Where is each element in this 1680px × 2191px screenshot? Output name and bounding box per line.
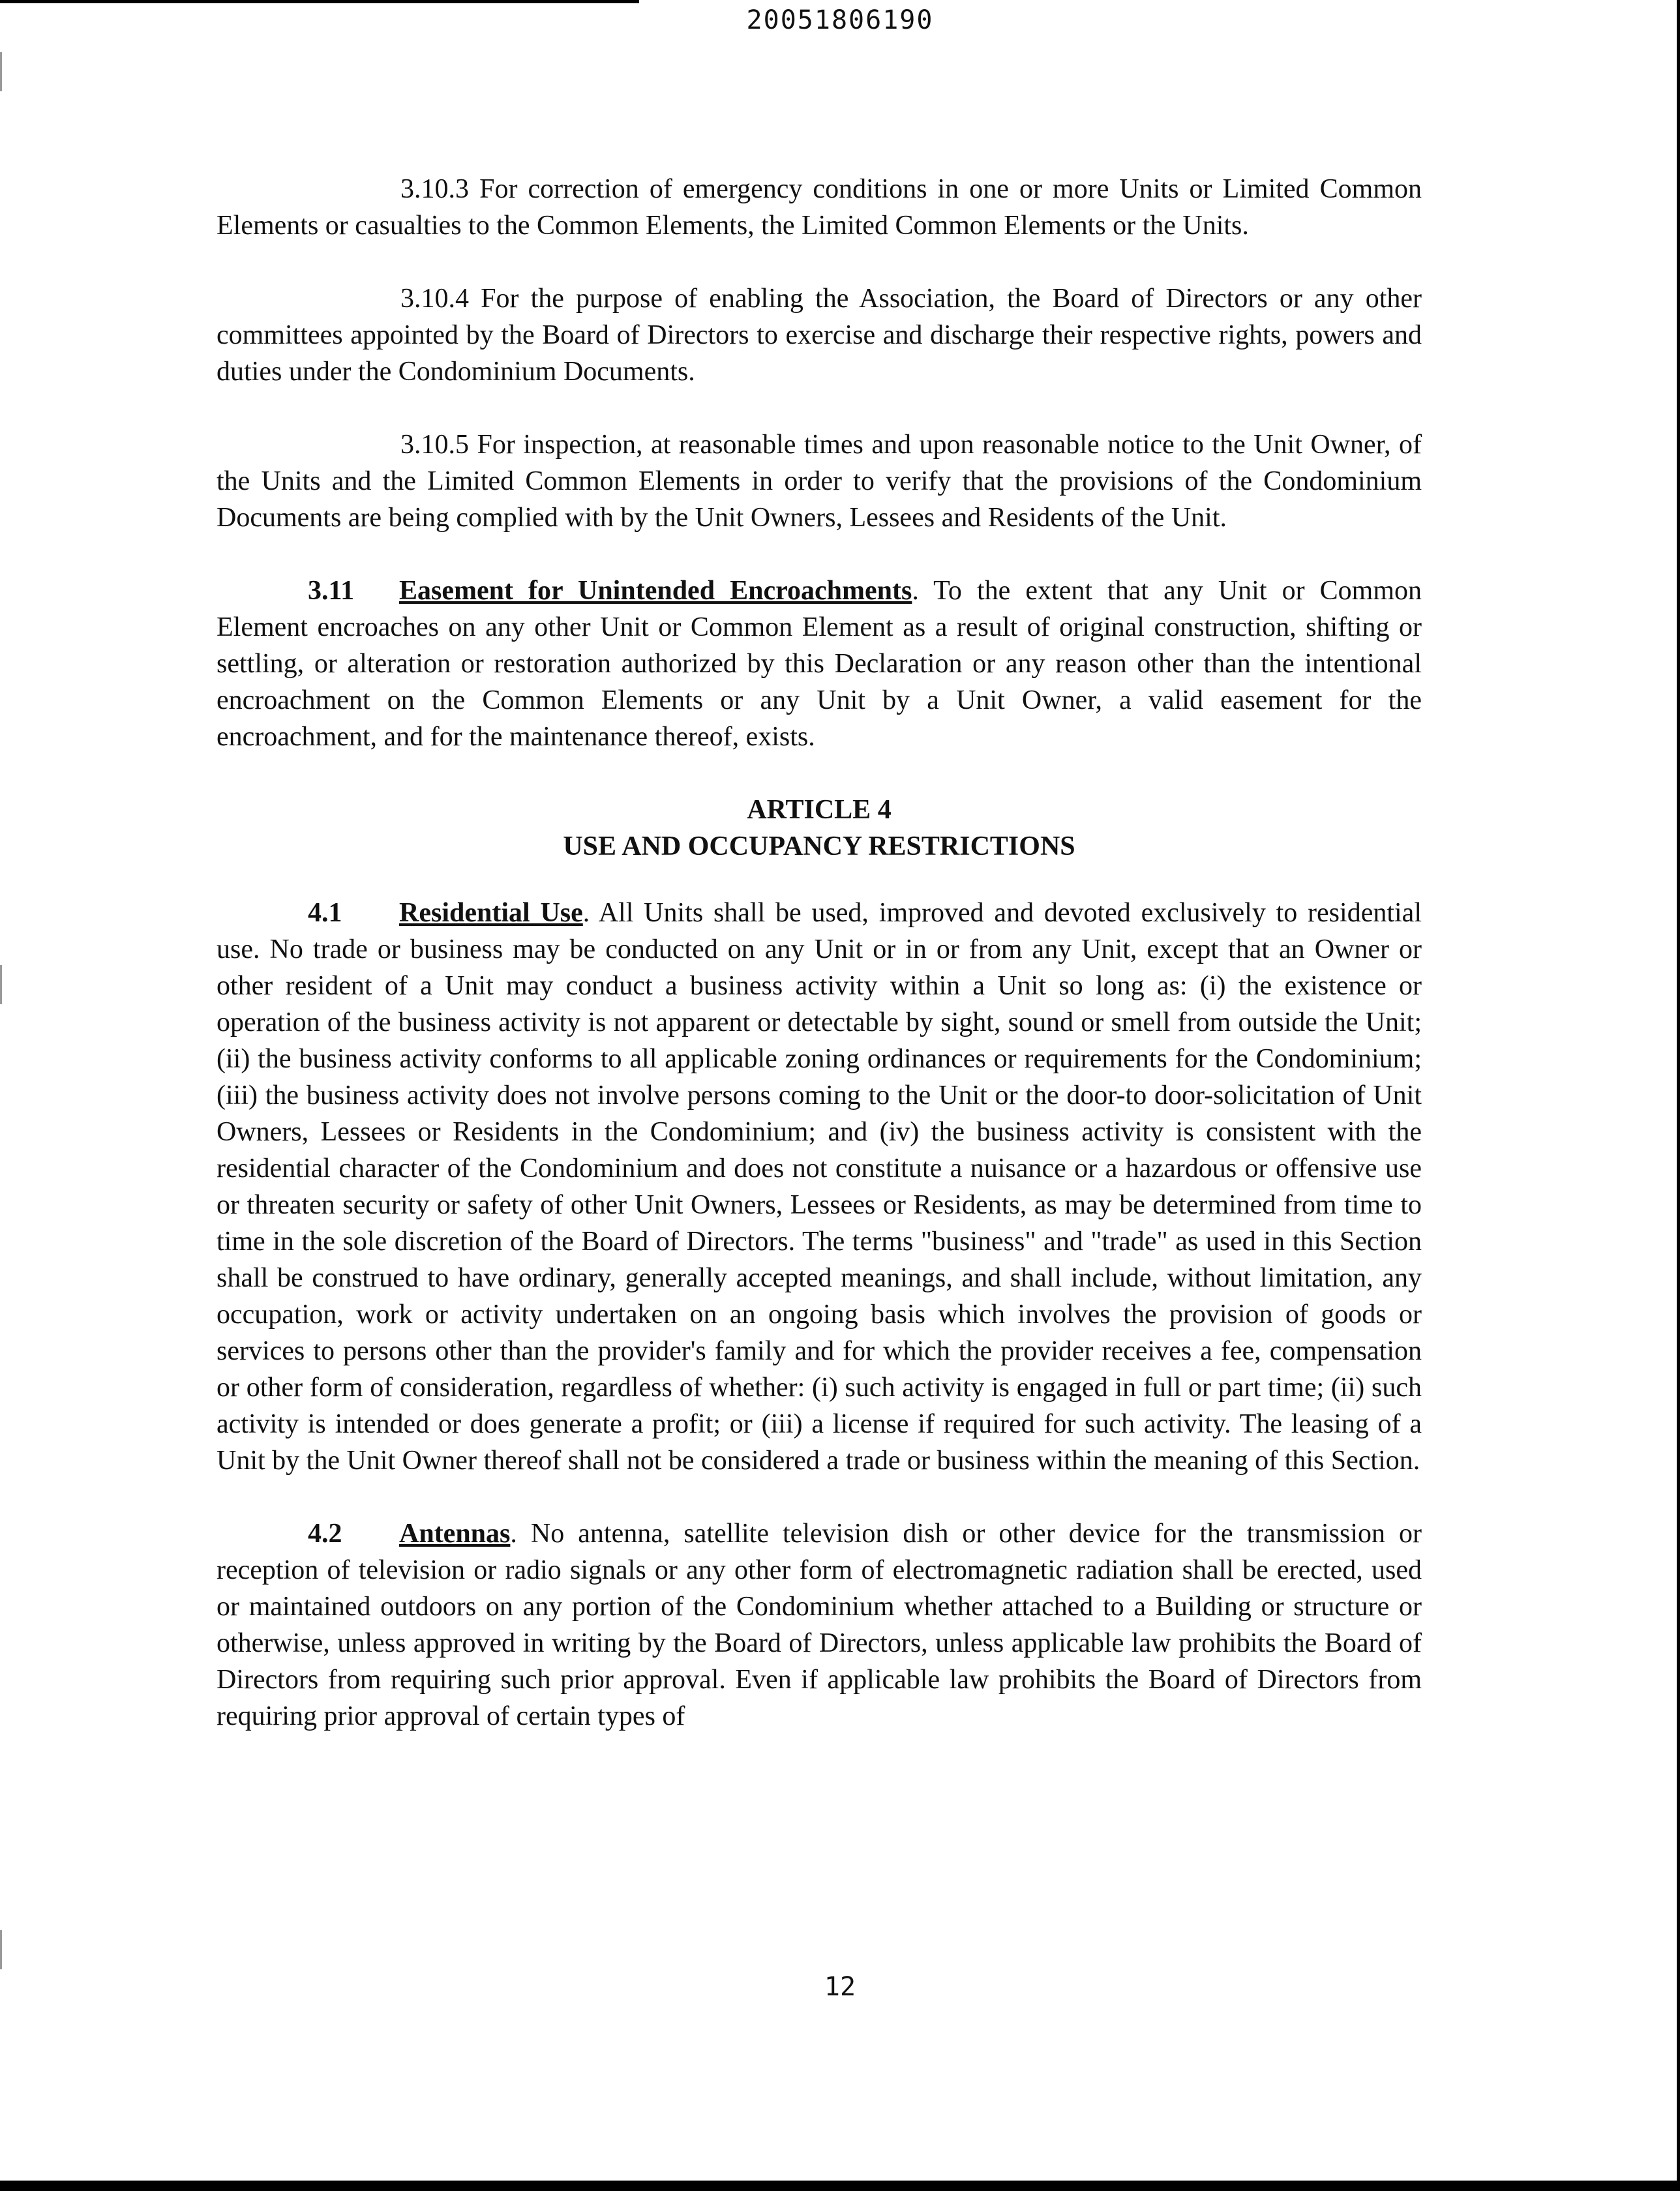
top-scan-rule [0, 0, 639, 3]
article-heading [217, 792, 1422, 865]
article-number: ARTICLE 4 [747, 795, 892, 825]
left-scan-mark [0, 52, 2, 91]
section-text: . No antenna, satellite television dish or other device for the transmission or reception of television or radio signals or any other form of electromagnetic radiation shall be erected, used or maintained outdoors on any portion of the Condominium whether attached to a Building or structure or otherwise, unless approved in writing by the Board of Directors, unless applicable law prohibits the Board of Directors from requiring such prior approval. Even if applicable law prohibits the Board of Directors from requiring prior approval of certain types of [217, 1519, 1422, 1731]
section-title: Antennas [399, 1519, 511, 1549]
paragraph-3-10-4: 3.10.4 For the purpose of enabling the Association, the Board of Directors or any other committees appointed by the Board of Directors to exercise and discharge their respective rights, powers and duties under the Condominium Documents. [217, 284, 1422, 387]
left-scan-mark [0, 1930, 2, 1969]
paragraph-3-10-5: 3.10.5 For inspection, at reasonable times and upon reasonable notice to the Unit Owner, of the Units and the Limited Common Elements in order to verify that the provisions of the Condominium Documents are being complied with by the Unit Owners, Lessees and Residents of the Unit. [217, 430, 1422, 533]
right-scan-border [1677, 0, 1680, 2191]
section-number: 4.1 [308, 898, 342, 928]
page-body [217, 171, 1422, 1771]
left-scan-mark [0, 965, 2, 1004]
section-text: . To the extent that any Unit or Common Element encroaches on any other Unit or Common Element as a result of original construction, shifting or settling, or alteration or restoration authorized by this Declaration or any reason other than the intentional encroachment on the Common Elements or any Unit by a Unit Owner, a valid easement for the encroachment, and for the maintenance thereof, exists. [217, 576, 1422, 752]
section-3-11 [217, 573, 1422, 755]
article-title: USE AND OCCUPANCY RESTRICTIONS [563, 831, 1075, 861]
section-number: 4.2 [308, 1519, 342, 1549]
section-text: . All Units shall be used, improved and devoted exclusively to residential use. No trade or business may be conducted on any Unit or in or from any Unit, except that an Owner or other resident of a Unit may conduct a business activity within a Unit so long as: (i) the existence or operation of the business activity is not apparent or detectable by sight, sound or smell from outside the Unit; (ii) the business activity conforms to all applicable zoning ordinances or requirements for the Condominium; (iii) the business activity does not involve persons coming to the Unit or the door-to door-solicitation of Unit Owners, Lessees or Residents in the Condominium; and (iv) the business activity is consistent with the residential character of the Condominium and does not constitute a nuisance or a hazardous or offensive use or threaten security or safety of other Unit Owners, Lessees or Residents, as may be determined from time to time in the sole discretion of the Board of Directors. The terms "business" and "trade" as used in this Section shall be construed to have ordinary, generally accepted meanings, and shall include, without limitation, any occupation, work or activity undertaken on an ongoing basis which involves the provision of goods or services to persons other than the provider's family and for which the provider receives a fee, compensation or other form of consideration, regardless of whether: (i) such activity is engaged in full or part time; (ii) such activity is intended or does generate a profit; or (iii) a license if required for such activity. The leasing of a Unit by the Unit Owner thereof shall not be considered a trade or business within the meaning of this Section. [217, 898, 1422, 1476]
section-title: Residential Use [399, 898, 583, 928]
page-number: 12 [824, 1972, 856, 2002]
section-4-1 [217, 895, 1422, 1479]
paragraph-3-10-3: 3.10.3 For correction of emergency conditions in one or more Units or Limited Common Elements or casualties to the Common Elements, the Limited Common Elements or the Units. [217, 174, 1422, 241]
document-number: 20051806190 [746, 5, 934, 35]
section-title: Easement for Unintended Encroachments [399, 576, 912, 606]
section-4-2 [217, 1515, 1422, 1735]
section-number: 3.11 [308, 576, 355, 606]
bottom-scan-border [0, 2181, 1680, 2191]
